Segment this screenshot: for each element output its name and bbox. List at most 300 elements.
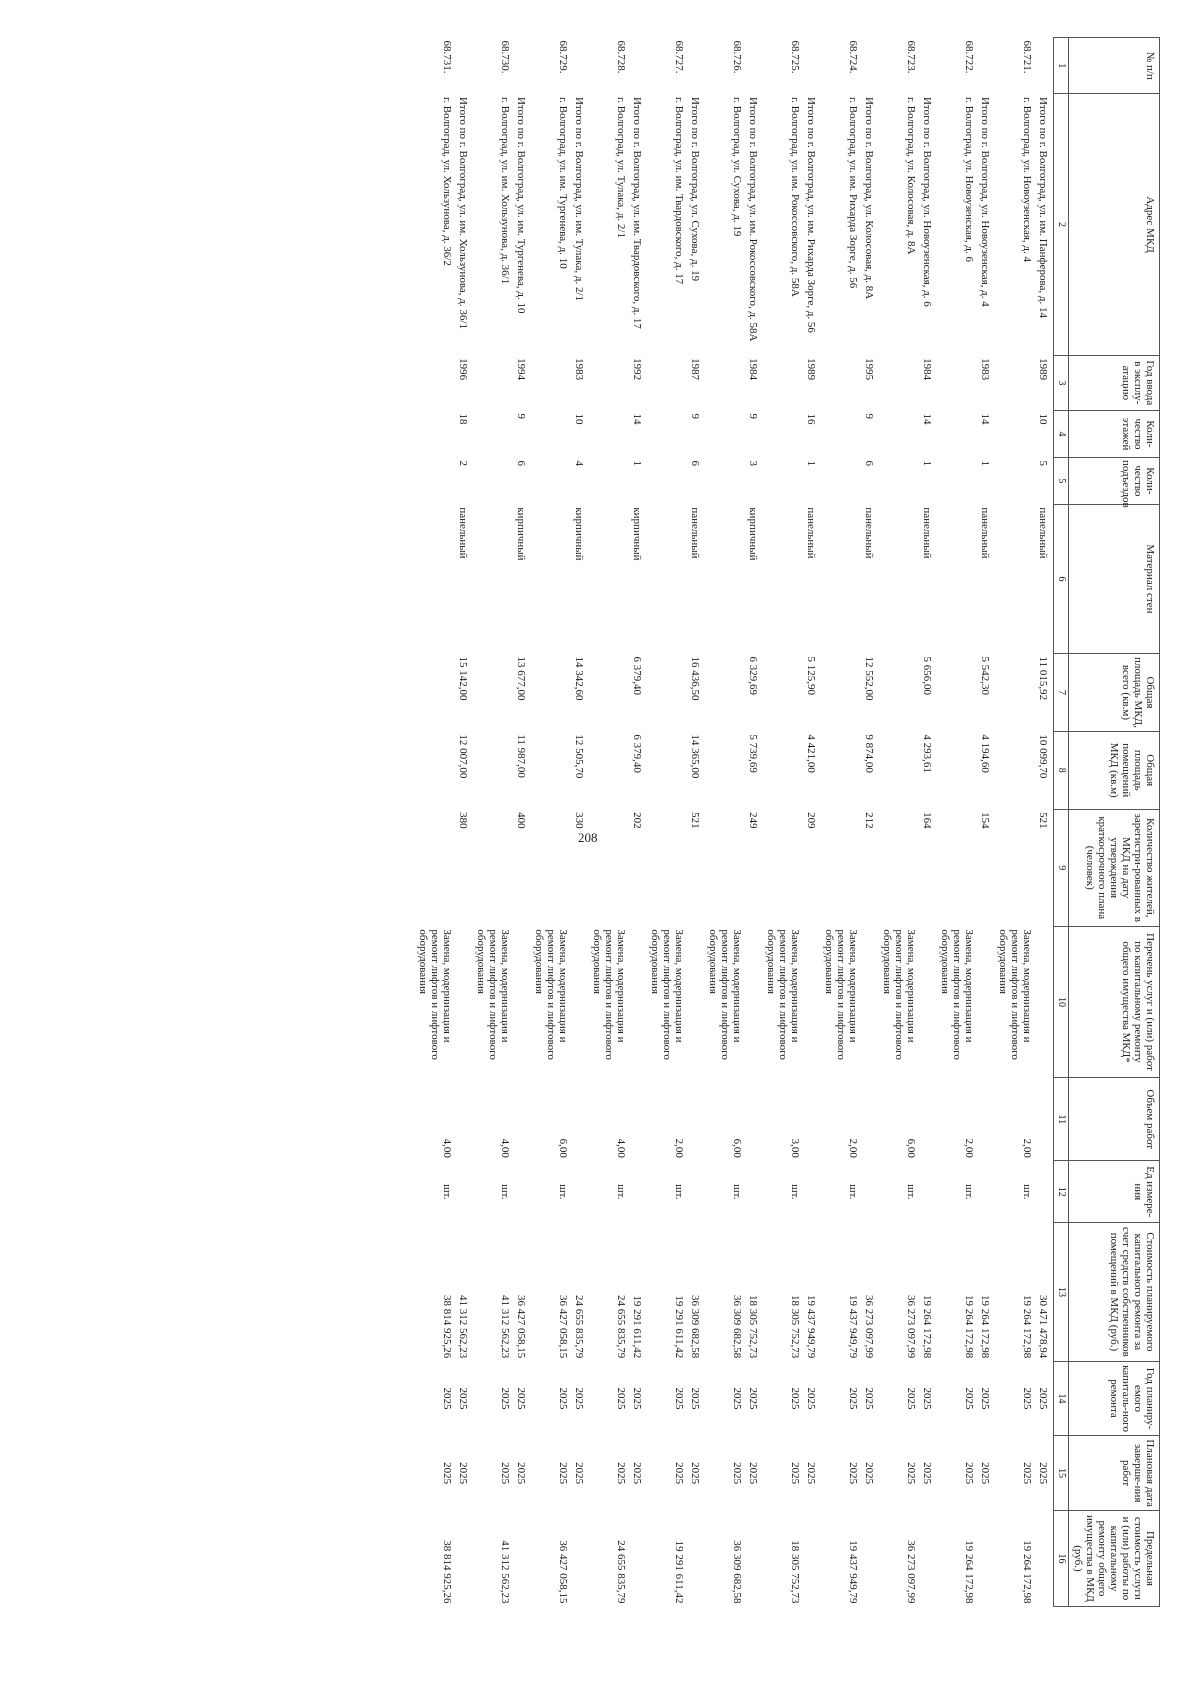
plan-year-cell: 2025 xyxy=(1021,1387,1033,1410)
floors-cell: 9 xyxy=(689,413,701,420)
column-number: 7 xyxy=(1054,654,1069,732)
column-header: Адрес МКД xyxy=(1069,94,1160,355)
volume-cell xyxy=(513,1078,531,1161)
row-number xyxy=(455,38,473,94)
premises-area-cell: 9 874,00 xyxy=(863,734,875,773)
empty-cell xyxy=(415,504,455,653)
volume-cell xyxy=(745,1078,763,1161)
total-row xyxy=(687,38,705,1607)
column-number: 3 xyxy=(1054,355,1069,410)
empty-cell xyxy=(647,411,687,458)
cost-cell: 19 264 172,98 xyxy=(1021,1294,1033,1359)
empty-cell xyxy=(531,731,571,809)
item-row xyxy=(705,38,745,1607)
volume-cell: 4,00 xyxy=(441,1138,453,1158)
empty-cell xyxy=(647,504,687,653)
column-header: Перечень услуг и (или) работ по капитальному ремонту общего имущества МКД* xyxy=(1069,926,1160,1077)
max-cost-cell: 19 264 172,98 xyxy=(963,1540,975,1604)
column-header: Общая площадь помещений МКД (кв.м) xyxy=(1069,731,1160,809)
empty-cell xyxy=(589,654,629,732)
empty-cell xyxy=(647,731,687,809)
empty-cell xyxy=(415,355,455,410)
capital-repair-table xyxy=(415,37,1160,1607)
unit-cell: шт. xyxy=(673,1184,685,1200)
empty-cell xyxy=(879,731,919,809)
floors-cell: 10 xyxy=(573,413,585,425)
unit-cell xyxy=(977,1161,995,1223)
wall-material-cell: панельный xyxy=(979,507,991,559)
empty-cell xyxy=(531,411,571,458)
empty-cell xyxy=(995,355,1035,410)
end-date-cell: 2025 xyxy=(979,1462,991,1485)
end-date-cell: 2025 xyxy=(1021,1462,1033,1485)
unit-cell xyxy=(687,1161,705,1223)
empty-cell xyxy=(705,809,745,926)
column-number: 15 xyxy=(1054,1436,1069,1511)
row-number: 68.721. xyxy=(1021,40,1033,74)
cost-cell: 36 273 097,99 xyxy=(863,1294,875,1359)
column-header: Стоимость планируемого капитального ремонта за счет средств собственников помещений в МКД (руб.) xyxy=(1069,1223,1160,1362)
column-header: Общая площадь МКД, всего (кв.м) xyxy=(1069,654,1160,732)
plan-year-cell: 2025 xyxy=(963,1387,975,1410)
premises-area-cell: 12 505,70 xyxy=(573,734,585,779)
empty-cell xyxy=(415,809,455,926)
premises-area-cell: 14 365,00 xyxy=(689,734,701,779)
total-area-cell: 11 015,92 xyxy=(1037,656,1049,701)
page-number: 208 xyxy=(578,830,598,845)
empty-cell xyxy=(647,355,687,410)
plan-year-cell: 2025 xyxy=(847,1387,859,1410)
item-row xyxy=(647,38,687,1607)
address-cell: Итого по г. Волгоград, ул. им. Панферова, д. 14 xyxy=(1037,96,1049,318)
empty-cell xyxy=(763,457,803,504)
wall-material-cell: панельный xyxy=(457,507,469,559)
plan-year-cell: 2025 xyxy=(863,1387,875,1410)
empty-cell xyxy=(531,355,571,410)
total-area-cell: 14 342,60 xyxy=(573,656,585,701)
floors-cell: 10 xyxy=(1037,413,1049,425)
works-cell xyxy=(455,926,473,1077)
total-area-cell: 6 379,40 xyxy=(631,656,643,696)
premises-area-cell: 12 007,00 xyxy=(457,734,469,779)
entrances-cell: 1 xyxy=(631,460,643,466)
cost-cell: 19 437 949,79 xyxy=(805,1294,817,1359)
cost-cell: 41 312 562,23 xyxy=(457,1294,469,1359)
empty-cell xyxy=(705,504,745,653)
empty-cell xyxy=(705,457,745,504)
row-number: 68.730. xyxy=(499,40,511,74)
item-row xyxy=(531,38,571,1607)
column-number: 16 xyxy=(1054,1510,1069,1606)
wall-material-cell: панельный xyxy=(921,507,933,559)
max-cost-cell: 36 427 058,15 xyxy=(557,1540,569,1604)
column-header: Ед измере-ния xyxy=(1069,1161,1160,1223)
max-cost-cell: 24 655 835,79 xyxy=(615,1540,627,1604)
wall-material-cell: панельный xyxy=(805,507,817,559)
empty-cell xyxy=(473,654,513,732)
total-area-cell: 13 677,00 xyxy=(515,656,527,701)
residents-cell: 249 xyxy=(747,812,759,829)
address-cell: г. Волгоград, ул. им. Хользунова, д. 36/1 xyxy=(499,96,511,285)
address-cell: г. Волгоград, ул. Колосовая, д. 8А xyxy=(905,96,917,255)
total-area-cell: 5 542,30 xyxy=(979,656,991,696)
column-number: 5 xyxy=(1054,457,1069,504)
max-cost-cell xyxy=(803,1510,821,1606)
empty-cell xyxy=(473,457,513,504)
empty-cell xyxy=(995,457,1035,504)
entrances-cell: 4 xyxy=(573,460,585,466)
empty-cell xyxy=(531,457,571,504)
max-cost-cell xyxy=(1035,1510,1054,1606)
residents-cell: 400 xyxy=(515,812,527,829)
year-built-cell: 1987 xyxy=(689,358,701,381)
row-number xyxy=(861,38,879,94)
plan-year-cell: 2025 xyxy=(573,1387,585,1410)
plan-year-cell: 2025 xyxy=(457,1387,469,1410)
wall-material-cell: панельный xyxy=(863,507,875,559)
wall-material-cell: панельный xyxy=(1037,507,1049,559)
works-cell xyxy=(1035,926,1054,1077)
column-number: 9 xyxy=(1054,809,1069,926)
column-number: 2 xyxy=(1054,94,1069,355)
unit-cell xyxy=(803,1161,821,1223)
wall-material-cell: панельный xyxy=(689,507,701,559)
residents-cell: 521 xyxy=(689,812,701,829)
address-cell: г. Волгоград, ул. им. Рокоссовского, д. 58А xyxy=(789,96,801,297)
end-date-cell: 2025 xyxy=(631,1462,643,1485)
volume-cell xyxy=(977,1078,995,1161)
unit-cell xyxy=(571,1161,589,1223)
end-date-cell: 2025 xyxy=(457,1462,469,1485)
works-cell: Замена, модернизация и ремонт лифтов и лифтового оборудования xyxy=(649,929,685,1060)
item-row xyxy=(995,38,1035,1607)
max-cost-cell xyxy=(687,1510,705,1606)
wall-material-cell: кирпичный xyxy=(631,507,643,561)
empty-cell xyxy=(821,457,861,504)
volume-cell: 6,00 xyxy=(731,1138,743,1158)
empty-cell xyxy=(821,504,861,653)
end-date-cell: 2025 xyxy=(863,1462,875,1485)
cost-cell: 36 309 682,58 xyxy=(731,1294,743,1359)
empty-cell xyxy=(879,411,919,458)
volume-cell xyxy=(629,1078,647,1161)
works-cell xyxy=(571,926,589,1077)
unit-cell xyxy=(745,1161,763,1223)
empty-cell xyxy=(763,809,803,926)
max-cost-cell: 18 305 752,73 xyxy=(789,1540,801,1604)
empty-cell xyxy=(473,355,513,410)
unit-cell: шт. xyxy=(615,1184,627,1200)
entrances-cell: 1 xyxy=(979,460,991,466)
max-cost-cell: 36 273 097,99 xyxy=(905,1540,917,1604)
unit-cell: шт. xyxy=(847,1184,859,1200)
empty-cell xyxy=(879,457,919,504)
year-built-cell: 1983 xyxy=(573,358,585,381)
plan-year-cell: 2025 xyxy=(921,1387,933,1410)
empty-cell xyxy=(589,731,629,809)
works-cell: Замена, модернизация и ремонт лифтов и лифтового оборудования xyxy=(823,929,859,1060)
cost-cell: 38 814 925,26 xyxy=(441,1294,453,1359)
rotated-page xyxy=(75,0,1200,1644)
item-row xyxy=(763,38,803,1607)
empty-cell xyxy=(879,504,919,653)
empty-cell xyxy=(763,504,803,653)
column-number: 6 xyxy=(1054,504,1069,653)
total-row xyxy=(803,38,821,1607)
empty-cell xyxy=(473,411,513,458)
header-row xyxy=(1069,38,1160,1607)
end-date-cell: 2025 xyxy=(673,1462,685,1485)
row-number: 68.725. xyxy=(789,40,801,74)
entrances-cell: 3 xyxy=(747,460,759,466)
volume-cell: 4,00 xyxy=(499,1138,511,1158)
premises-area-cell: 4 293,61 xyxy=(921,734,933,773)
empty-cell xyxy=(879,654,919,732)
address-cell: г. Волгоград, ул. им. Тургенева, д. 10 xyxy=(557,96,569,269)
cost-cell: 19 264 172,98 xyxy=(979,1294,991,1359)
empty-cell xyxy=(995,809,1035,926)
cost-cell: 19 264 172,98 xyxy=(921,1294,933,1359)
cost-cell: 18 305 752,73 xyxy=(747,1294,759,1359)
works-cell: Замена, модернизация и ремонт лифтов и лифтового оборудования xyxy=(939,929,975,1060)
total-row xyxy=(513,38,531,1607)
premises-area-cell: 5 739,69 xyxy=(747,734,759,773)
works-cell: Замена, модернизация и ремонт лифтов и лифтового оборудования xyxy=(765,929,801,1060)
wall-material-cell: кирпичный xyxy=(747,507,759,561)
plan-year-cell: 2025 xyxy=(515,1387,527,1410)
empty-cell xyxy=(589,411,629,458)
volume-cell: 6,00 xyxy=(905,1138,917,1158)
empty-cell xyxy=(705,731,745,809)
volume-cell: 2,00 xyxy=(1021,1138,1033,1158)
volume-cell xyxy=(687,1078,705,1161)
residents-cell: 380 xyxy=(457,812,469,829)
empty-cell xyxy=(879,355,919,410)
total-area-cell: 5 125,90 xyxy=(805,656,817,696)
works-cell xyxy=(803,926,821,1077)
row-number xyxy=(745,38,763,94)
total-row xyxy=(977,38,995,1607)
floors-cell: 16 xyxy=(805,413,817,425)
total-area-cell: 5 656,00 xyxy=(921,656,933,696)
plan-year-cell: 2025 xyxy=(805,1387,817,1410)
max-cost-cell: 41 312 562,23 xyxy=(499,1540,511,1604)
entrances-cell: 6 xyxy=(689,460,701,466)
year-built-cell: 1996 xyxy=(457,358,469,381)
empty-cell xyxy=(531,654,571,732)
unit-cell: шт. xyxy=(905,1184,917,1200)
column-header: Материал стен xyxy=(1069,504,1160,653)
residents-cell: 202 xyxy=(631,812,643,829)
total-row xyxy=(861,38,879,1607)
plan-year-cell: 2025 xyxy=(631,1387,643,1410)
address-cell: г. Волгоград, ул. Новоузенская, д. 4 xyxy=(1021,96,1033,263)
plan-year-cell: 2025 xyxy=(557,1387,569,1410)
end-date-cell: 2025 xyxy=(515,1462,527,1485)
works-cell xyxy=(919,926,937,1077)
empty-cell xyxy=(531,809,571,926)
volume-cell xyxy=(861,1078,879,1161)
total-row xyxy=(455,38,473,1607)
unit-cell xyxy=(455,1161,473,1223)
total-row xyxy=(629,38,647,1607)
total-row xyxy=(745,38,763,1607)
end-date-cell: 2025 xyxy=(731,1462,743,1485)
volume-cell: 6,00 xyxy=(557,1138,569,1158)
cost-cell: 36 309 682,58 xyxy=(689,1294,701,1359)
premises-area-cell: 6 379,40 xyxy=(631,734,643,773)
end-date-cell: 2025 xyxy=(921,1462,933,1485)
premises-area-cell: 11 987,00 xyxy=(515,734,527,778)
plan-year-cell: 2025 xyxy=(1037,1387,1049,1410)
entrances-cell: 2 xyxy=(457,460,469,466)
end-date-cell: 2025 xyxy=(499,1462,511,1485)
year-built-cell: 1989 xyxy=(805,358,817,381)
row-number xyxy=(919,38,937,94)
item-row xyxy=(473,38,513,1607)
floors-cell: 9 xyxy=(515,413,527,420)
residents-cell: 209 xyxy=(805,812,817,829)
end-date-cell: 2025 xyxy=(963,1462,975,1485)
empty-cell xyxy=(821,809,861,926)
volume-cell xyxy=(919,1078,937,1161)
row-number xyxy=(571,38,589,94)
unit-cell: шт. xyxy=(1021,1184,1033,1200)
empty-cell xyxy=(473,504,513,653)
year-built-cell: 1992 xyxy=(631,358,643,381)
max-cost-cell xyxy=(745,1510,763,1606)
address-cell: г. Волгоград, ул. им. Твардовского, д. 17 xyxy=(673,96,685,285)
unit-cell: шт. xyxy=(499,1184,511,1200)
row-number: 68.729. xyxy=(557,40,569,74)
empty-cell xyxy=(821,654,861,732)
empty-cell xyxy=(589,457,629,504)
end-date-cell: 2025 xyxy=(615,1462,627,1485)
address-cell: г. Волгоград, ул. Новоузенская, д. 6 xyxy=(963,96,975,263)
works-cell xyxy=(513,926,531,1077)
row-number: 68.731. xyxy=(441,40,453,74)
total-row xyxy=(1035,38,1054,1607)
floors-cell: 14 xyxy=(921,413,933,425)
address-cell: Итого по г. Волгоград, ул. Сухова, д. 19 xyxy=(689,96,701,282)
wall-material-cell: кирпичный xyxy=(573,507,585,561)
empty-cell xyxy=(995,411,1035,458)
address-cell: Итого по г. Волгоград, ул. им. Твардовского, д. 17 xyxy=(631,96,643,329)
floors-cell: 9 xyxy=(863,413,875,420)
max-cost-cell xyxy=(513,1510,531,1606)
item-row xyxy=(589,38,629,1607)
end-date-cell: 2025 xyxy=(557,1462,569,1485)
column-header: Объем работ xyxy=(1069,1078,1160,1161)
volume-cell xyxy=(571,1078,589,1161)
plan-year-cell: 2025 xyxy=(441,1387,453,1410)
max-cost-cell: 36 309 682,58 xyxy=(731,1540,743,1604)
max-cost-cell: 38 814 925,26 xyxy=(441,1540,453,1604)
plan-year-cell: 2025 xyxy=(689,1387,701,1410)
unit-cell xyxy=(629,1161,647,1223)
year-built-cell: 1983 xyxy=(979,358,991,381)
empty-cell xyxy=(763,355,803,410)
empty-cell xyxy=(589,355,629,410)
year-built-cell: 1995 xyxy=(863,358,875,381)
end-date-cell: 2025 xyxy=(1037,1462,1049,1485)
unit-cell: шт. xyxy=(789,1184,801,1200)
residents-cell: 154 xyxy=(979,812,991,829)
empty-cell xyxy=(705,654,745,732)
header-number-row xyxy=(1054,38,1069,1607)
cost-cell: 36 273 097,99 xyxy=(905,1294,917,1359)
row-number xyxy=(977,38,995,94)
column-number: 10 xyxy=(1054,926,1069,1077)
column-number: 11 xyxy=(1054,1078,1069,1161)
cost-cell: 36 427 058,15 xyxy=(515,1294,527,1359)
column-number: 14 xyxy=(1054,1361,1069,1436)
empty-cell xyxy=(821,411,861,458)
cost-cell: 19 291 611,42 xyxy=(631,1295,643,1359)
works-cell xyxy=(861,926,879,1077)
empty-cell xyxy=(589,809,629,926)
column-header: Плановая дата заверше-ния работ xyxy=(1069,1436,1160,1511)
max-cost-cell xyxy=(977,1510,995,1606)
floors-cell: 14 xyxy=(979,413,991,425)
address-cell: г. Волгоград, ул. Сухова, д. 19 xyxy=(731,96,743,237)
max-cost-cell xyxy=(861,1510,879,1606)
empty-cell xyxy=(937,457,977,504)
volume-cell xyxy=(803,1078,821,1161)
unit-cell: шт. xyxy=(557,1184,569,1200)
entrances-cell: 5 xyxy=(1037,460,1049,466)
year-built-cell: 1984 xyxy=(921,358,933,381)
empty-cell xyxy=(705,411,745,458)
cost-cell: 24 655 835,79 xyxy=(615,1294,627,1359)
unit-cell: шт. xyxy=(963,1184,975,1200)
row-number: 68.727. xyxy=(673,40,685,74)
address-cell: г. Волгоград, ул. Тулака, д. 2/1 xyxy=(615,96,627,238)
address-cell: Итого по г. Волгоград, ул. Новоузенская, д. 4 xyxy=(979,96,991,307)
empty-cell xyxy=(995,654,1035,732)
max-cost-cell xyxy=(571,1510,589,1606)
end-date-cell: 2025 xyxy=(905,1462,917,1485)
row-number xyxy=(803,38,821,94)
plan-year-cell: 2025 xyxy=(789,1387,801,1410)
empty-cell xyxy=(647,654,687,732)
total-row xyxy=(919,38,937,1607)
unit-cell xyxy=(861,1161,879,1223)
total-area-cell: 16 436,50 xyxy=(689,656,701,701)
entrances-cell: 1 xyxy=(921,460,933,466)
row-number: 68.726. xyxy=(731,40,743,74)
empty-cell xyxy=(937,504,977,653)
volume-cell xyxy=(455,1078,473,1161)
column-header: Коли-чество этажей xyxy=(1069,411,1160,458)
empty-cell xyxy=(473,809,513,926)
item-row xyxy=(937,38,977,1607)
address-cell: г. Волгоград, ул. им. Рихарда Зорге, д. 56 xyxy=(847,96,859,289)
volume-cell: 2,00 xyxy=(963,1138,975,1158)
works-cell: Замена, модернизация и ремонт лифтов и лифтового оборудования xyxy=(417,929,453,1060)
cost-cell: 41 312 562,23 xyxy=(499,1294,511,1359)
year-built-cell: 1989 xyxy=(1037,358,1049,381)
empty-cell xyxy=(415,654,455,732)
address-cell: г. Волгоград, ул. Хользунова, д. 36/2 xyxy=(441,96,453,266)
empty-cell xyxy=(589,504,629,653)
premises-area-cell: 10 099,70 xyxy=(1037,734,1049,779)
column-number: 8 xyxy=(1054,731,1069,809)
address-cell: Итого по г. Волгоград, ул. им. Тулака, д. 2/1 xyxy=(573,96,585,302)
works-cell: Замена, модернизация и ремонт лифтов и лифтового оборудования xyxy=(475,929,511,1060)
volume-cell: 4,00 xyxy=(615,1138,627,1158)
empty-cell xyxy=(937,654,977,732)
